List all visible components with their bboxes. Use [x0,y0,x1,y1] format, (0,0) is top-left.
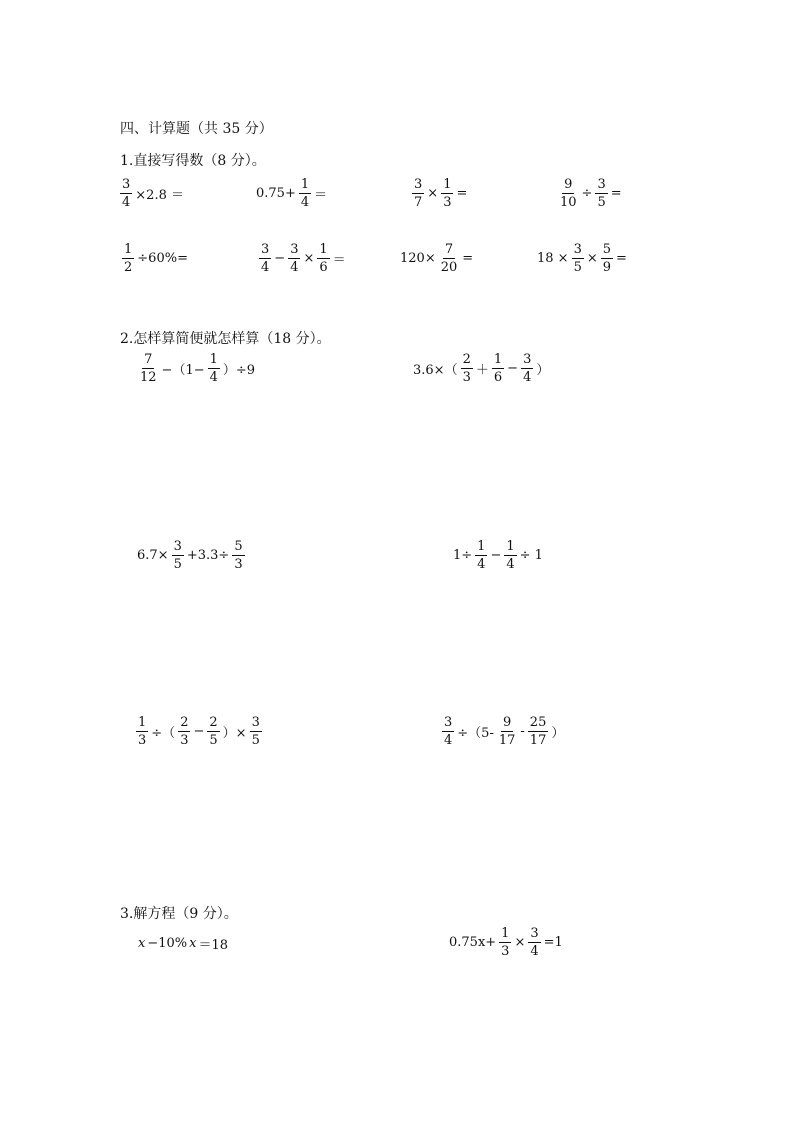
fraction [207,716,219,747]
expression-text: × [514,935,526,950]
numerator: 1 [300,177,310,192]
denominator: 10 [560,195,577,210]
expression-text: 1÷ [453,548,473,563]
fraction [521,353,533,384]
fraction [232,540,244,571]
expression-text: 3.6×（ [413,363,458,378]
expression-text: ）÷9 [222,363,256,378]
fraction [595,178,607,209]
fraction [288,243,300,274]
fraction [138,353,159,384]
numerator: 3 [251,715,260,730]
numerator: 3 [597,177,606,192]
numerator: 25 [529,715,547,730]
expression-text: ）× [222,726,247,741]
expression-text: ÷（ [151,726,176,741]
numerator: 9 [502,715,512,730]
expression-text: +3.3÷ [186,548,230,563]
numerator: 3 [573,242,582,257]
denominator: 20 [440,260,458,275]
fraction [178,716,190,747]
expression-text: ＋ [475,363,489,378]
denominator: 4 [209,370,218,385]
q1-item-5 [120,243,189,274]
expression-text: = [462,251,474,266]
numerator: 1 [506,539,515,554]
denominator: 3 [138,733,147,748]
q2-item-2 [412,353,550,384]
fraction [497,716,518,747]
denominator: 4 [506,557,515,572]
denominator: 7 [414,195,423,210]
numerator: 2 [180,715,189,730]
expression-text: 18 × [537,251,569,266]
fraction [441,178,453,209]
denominator: 4 [122,195,131,210]
expression-text: ） [536,363,550,378]
fraction [299,178,311,209]
denominator: 17 [498,733,516,748]
question-3-title: 3.解方程（9 分）。 [120,906,238,922]
denominator: 2 [124,260,133,275]
denominator: 5 [573,260,582,275]
expression-text: = [456,186,468,201]
denominator: 4 [477,557,486,572]
fraction [461,353,473,384]
expression-text: −10% [147,936,188,951]
numerator: 1 [138,715,147,730]
fraction [492,353,504,384]
expression-text: −（1− [161,363,205,378]
expression-text: ÷60%= [137,251,188,266]
numerator: 1 [501,926,510,941]
expression-text: 120× [400,251,436,266]
q2-item-5 [134,716,264,747]
expression-text: ×2.8 ＝ [135,188,184,203]
fraction [528,716,549,747]
denominator: 3 [443,195,452,210]
fraction [475,540,487,571]
q1-item-7 [399,243,474,274]
denominator: 4 [290,260,299,275]
expression-text: × [586,251,598,266]
expression-text: 0.75x+ [449,935,497,950]
fraction [208,353,220,384]
variable: x [189,936,197,951]
numerator: 3 [290,242,299,257]
expression-text: ＝ [314,188,328,203]
expression-text: 6.7× [137,548,169,563]
expression-text: =1 [543,935,563,950]
fraction [172,540,184,571]
numerator: 3 [444,715,453,730]
expression-text: − [193,724,205,739]
expression-text: ＝18 [198,938,229,953]
numerator: 7 [144,352,153,367]
fraction [317,243,329,274]
fraction [250,716,262,747]
q2-item-4 [452,540,544,571]
fraction [601,243,613,274]
numerator: 1 [477,539,486,554]
q2-item-1 [136,353,256,384]
numerator: 7 [444,242,454,257]
denominator: 4 [523,370,532,385]
numerator: 1 [319,242,328,257]
numerator: 3 [523,352,532,367]
fraction [442,716,454,747]
numerator: 2 [209,715,218,730]
numerator: 1 [209,352,218,367]
denominator: 6 [319,260,328,275]
expression-text: − [490,548,502,563]
q1-item-4 [556,178,623,209]
q1-item-8 [536,243,628,274]
expression-text: − [274,251,286,266]
numerator: 1 [124,242,133,257]
expression-text: − [507,361,519,376]
question-1-title: 1.直接写得数（8 分）。 [120,153,266,169]
expression-text: ） [551,726,565,741]
expression-text: ÷ 1 [519,548,543,563]
fraction [412,178,424,209]
denominator: 4 [300,195,310,210]
fraction [259,243,271,274]
numerator: 3 [122,177,131,192]
numerator: 5 [234,539,243,554]
denominator: 12 [140,370,157,385]
denominator: 4 [530,944,539,959]
fraction [558,178,579,209]
q1-item-6 [257,243,347,274]
fraction [528,927,540,958]
fraction [439,243,460,274]
fraction [572,243,584,274]
expression-text: = [616,251,627,266]
denominator: 3 [501,944,510,959]
denominator: 4 [261,260,270,275]
fraction [136,716,148,747]
numerator: 2 [462,352,471,367]
q1-item-2 [255,178,328,209]
expression-text: × [303,251,315,266]
denominator: 3 [180,733,189,748]
q1-item-1 [118,178,185,209]
expression-text: × [427,186,439,201]
numerator: 5 [602,242,612,257]
q3-item-2 [448,927,564,958]
numerator: 3 [173,539,182,554]
fraction [120,178,132,209]
fraction [122,243,134,274]
fraction [499,927,511,958]
numerator: 3 [261,242,270,257]
denominator: 6 [493,370,503,385]
denominator: 5 [209,733,218,748]
numerator: 9 [564,177,573,192]
q1-item-3 [410,178,468,209]
question-2-title: 2.怎样算简便就怎样算（18 分）。 [120,331,331,347]
denominator: 5 [597,195,606,210]
denominator: 5 [173,557,182,572]
denominator: 3 [234,557,243,572]
denominator: 3 [462,370,471,385]
q3-item-1 [137,934,229,953]
denominator: 17 [529,733,547,748]
expression-text: 0.75+ [256,186,296,201]
expression-text: = [610,186,622,201]
section-title: 四、计算题（共 35 分） [120,121,273,137]
expression-text: - [520,724,525,739]
expression-text: ÷ [581,186,593,201]
denominator: 9 [602,260,612,275]
expression-text: ＝ [332,253,346,268]
expression-text: ÷（5- [457,726,494,741]
numerator: 3 [414,177,423,192]
denominator: 4 [444,733,453,748]
numerator: 1 [493,352,503,367]
numerator: 1 [443,177,452,192]
fraction [504,540,516,571]
denominator: 5 [251,733,260,748]
q2-item-6 [440,716,565,747]
variable: x [138,936,146,951]
numerator: 3 [530,926,539,941]
q2-item-3 [136,540,247,571]
